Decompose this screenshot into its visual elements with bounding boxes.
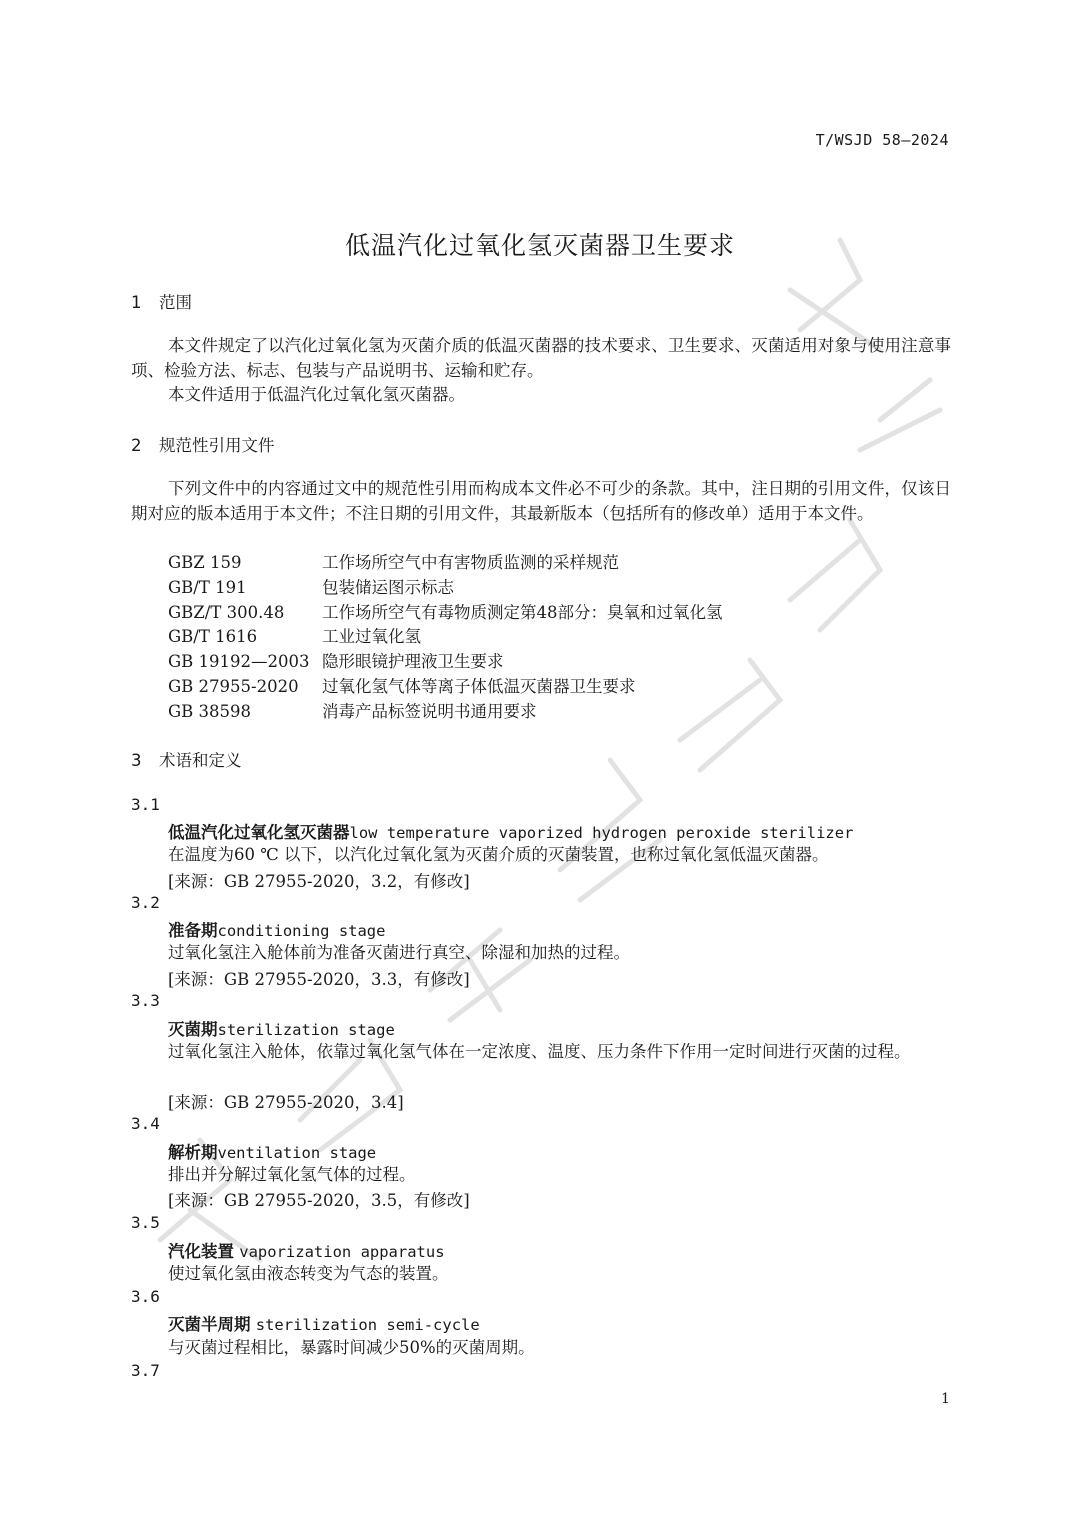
reference-title: 过氧化氢气体等离子体低温灭菌器卫生要求 [322, 676, 636, 696]
term-name-en: conditioning stage [217, 922, 386, 940]
term-number: 3.1 [131, 795, 160, 814]
term-source: [来源：GB 27955-2020，3.4] [168, 1093, 404, 1112]
section-heading-3 [131, 747, 242, 771]
term-name-en: sterilization stage [217, 1021, 395, 1039]
section-heading-1 [131, 289, 192, 313]
term-name-cn: 灭菌半周期 [168, 1315, 251, 1334]
term-name-cn: 低温汽化过氧化氢灭菌器 [168, 823, 350, 842]
term-definition: 与灭菌过程相比，暴露时间减少50%的灭菌周期。 [168, 1338, 535, 1357]
section-title: 范围 [159, 293, 192, 312]
term-source: [来源：GB 27955-2020，3.5，有修改] [168, 1191, 470, 1210]
reference-code: GB 38598 [168, 701, 252, 721]
reference-item [168, 650, 723, 675]
term-name-cn: 准备期 [168, 921, 218, 940]
term-name [168, 1016, 395, 1040]
term-number: 3.4 [131, 1114, 160, 1133]
term-name-cn: 汽化装置 [168, 1242, 234, 1261]
document-title: 低温汽化过氧化氢灭菌器卫生要求 [344, 231, 735, 260]
reference-title: 包装储运图示标志 [322, 577, 454, 597]
term-source: [来源：GB 27955-2020，3.2，有修改] [168, 872, 470, 891]
term-name [168, 1311, 480, 1335]
term-source: [来源：GB 27955-2020，3.3，有修改] [168, 970, 470, 989]
reference-title: 工作场所空气中有害物质监测的采样规范 [322, 553, 619, 572]
reference-code: GB 27955-2020 [168, 676, 299, 696]
term-number: 3.6 [131, 1287, 160, 1306]
section-title: 规范性引用文件 [159, 436, 275, 455]
term-definition: 排出并分解过氧化氢气体的过程。 [168, 1165, 416, 1184]
reference-list [168, 551, 723, 725]
term-name-cn: 灭菌期 [168, 1020, 218, 1039]
term-name [168, 1139, 376, 1163]
paragraph: 本文件适用于低温汽化过氧化氢灭菌器。 [168, 385, 465, 404]
section-number: 3 [131, 751, 142, 770]
reference-title: 消毒产品标签说明书通用要求 [322, 701, 537, 721]
term-number: 3.2 [131, 893, 160, 912]
term-name [168, 819, 853, 843]
paragraph: 本文件规定了以汽化过氧化氢为灭菌介质的低温灭菌器的技术要求、卫生要求、灭菌适用对象与使用注意事项、检验方法、标志、包装与产品说明书、运输和贮存。 [131, 336, 951, 380]
reference-item [168, 551, 723, 576]
reference-item [168, 576, 723, 601]
reference-title: 工作场所空气有毒物质测定第48部分：臭氧和过氧化氢 [322, 602, 723, 622]
reference-code: GB 19192—2003 [168, 652, 310, 672]
reference-item [168, 675, 723, 700]
reference-title: 隐形眼镜护理液卫生要求 [322, 652, 504, 672]
reference-code: GBZ/T 300.48 [168, 602, 285, 622]
term-number: 3.3 [131, 991, 160, 1010]
term-name-en: sterilization semi-cycle [255, 1316, 480, 1334]
term-definition: 在温度为60 ℃ 以下，以汽化过氧化氢为灭菌介质的灭菌装置，也称过氧化氢低温灭菌器。 [168, 845, 829, 864]
reference-title: 工业过氧化氢 [322, 627, 421, 647]
paragraph: 下列文件中的内容通过文中的规范性引用而构成本文件必不可少的条款。其中，注日期的引用文件，仅该日期对应的版本适用于本文件；不注日期的引用文件，其最新版本（包括所有的修改单）适用于本文件。 [131, 479, 951, 523]
term-name-en: low temperature vaporized hydrogen peroxide sterilizer [349, 824, 854, 842]
section-heading-2 [131, 432, 275, 456]
reference-code: GB/T 1616 [168, 627, 258, 647]
term-name [168, 917, 385, 941]
term-number: 3.7 [131, 1361, 160, 1380]
section-number: 2 [131, 436, 142, 455]
section-number: 1 [131, 293, 142, 312]
section-title: 术语和定义 [159, 751, 242, 770]
reference-item [168, 601, 723, 626]
term-definition: 过氧化氢注入舱体前为准备灭菌进行真空、除湿和加热的过程。 [168, 943, 630, 962]
term-number: 3.5 [131, 1213, 160, 1232]
term-definition: 过氧化氢注入舱体，依靠过氧化氢气体在一定浓度、温度、压力条件下作用一定时间进行灭菌的过程。 [168, 1042, 911, 1061]
term-name-en: ventilation stage [217, 1144, 377, 1162]
reference-code: GB/T 191 [168, 577, 247, 597]
term-definition: 使过氧化氢由液态转变为气态的装置。 [168, 1264, 449, 1283]
term-name-cn: 解析期 [168, 1143, 218, 1162]
reference-item [168, 700, 723, 725]
standard-number: T/WSJD 58—2024 [815, 131, 949, 149]
term-name [168, 1238, 445, 1262]
term-name-en: vaporization apparatus [239, 1243, 445, 1261]
reference-item [168, 625, 723, 650]
page-number: 1 [941, 1391, 950, 1407]
reference-code: GBZ 159 [168, 553, 242, 572]
